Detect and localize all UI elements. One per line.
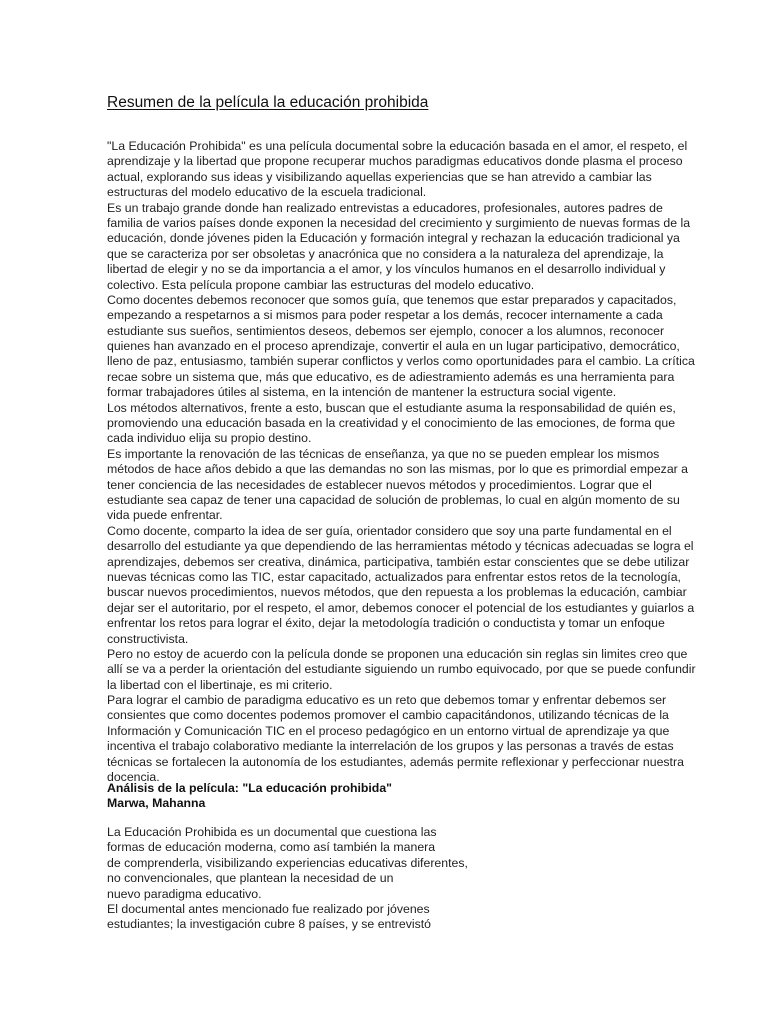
analysis-section (107, 781, 707, 932)
text-line: aprendizaje y la libertad que propone recuperar muchos paradigmas educativos donde plasma el proceso (107, 154, 683, 169)
text-line: Es un trabajo grande donde han realizado entrevistas a educadores, profesionales, autores padres de (107, 200, 663, 215)
text-line: "La Educación Prohibida" es una película documental sobre la educación basada en el amor, el respeto, el (107, 139, 688, 153)
text-line: estructuras del modelo educativo de la escuela tradicional. (107, 185, 427, 200)
text-line: estudiante sus sueños, sentimientos deseos, debemos ser ejemplo, conocer a los alumnos, reconocer (107, 323, 665, 338)
text-line: nuevas técnicas como las TIC, estar capacitado, actualizados para enfrentar estos retos de la tecnología, (107, 569, 681, 584)
text-line: formar trabajadores útiles al sistema, en la intención de mantener la estructura social vigente. (107, 385, 617, 400)
page-title: Resumen de la película la educación prohibida (107, 94, 429, 111)
text-line: vida puede enfrentar. (107, 508, 223, 523)
text-line: docencia. (107, 770, 160, 785)
text-line: técnicas se fortalecen la autonomía de los estudiantes, además permite reflexionar y perfeccionar nuestra (107, 754, 684, 769)
text-line: colectivo. Esta película propone cambiar las estructuras del modelo educativo. (107, 277, 535, 292)
text-line: desarrollo del estudiante ya que dependiendo de las herramientas método y técnicas adecuadas se logra el (107, 539, 694, 554)
text-line: educación, donde jóvenes piden la Educación y formación integral y rechazan la educación tradicional ya (107, 231, 680, 246)
text-line: libertad de elegir y no se da importancia a el amor, y los vínculos humanos en el desarrollo individual y (107, 262, 666, 277)
text-line: tener conciencia de las necesidades de establecer nuevos métodos y procedimientos. Lograr que el (107, 477, 652, 492)
text-line: constructivista. (107, 631, 189, 646)
text-line: incentiva el trabajo colaborativo mediante la interrelación de los grupos y las personas a través de estas (107, 739, 674, 754)
text-line: El documental antes mencionado fue realizado por jóvenes (107, 901, 430, 916)
text-line: estudiante sea capaz de tener una capacidad de solución de problemas, lo cual en algún momento de su (107, 492, 680, 507)
text-line: quienes han avanzado en el proceso aprendizaje, convertir el aula en un lugar participativo, democrático, (107, 339, 680, 354)
text-line: Información y Comunicación TIC en el proceso pedagógico en un entorno virtual de aprendizaje ya que (107, 723, 670, 738)
text-line: Como docente, comparto la idea de ser guía, orientador considero que soy una parte fundamental en el (107, 523, 672, 538)
text-line: enfrentar los retos para lograr el éxito, dejar la metodología tradición o conductista y tomar un enfoque (107, 616, 665, 631)
text-line: no convencionales, que plantean la necesidad de un (107, 871, 394, 886)
text-line: formas de educación moderna, como así también la manera (107, 840, 436, 855)
text-line: de comprenderla, visibilizando experiencias educativas diferentes, (107, 855, 468, 870)
text-line: Como docentes debemos reconocer que somos guía, que tenemos que estar preparados y capacitados, (107, 292, 677, 307)
text-line: Para lograr el cambio de paradigma educativo es un reto que debemos tomar y enfrentar debemos ser (107, 693, 667, 708)
text-line: actual, explorando sus ideas y visibilizando aquellas experiencias que se han atrevido a cambiar las (107, 169, 652, 184)
text-line: recae sobre un sistema que, más que educativo, es de adiestramiento además es una herramienta para (107, 369, 675, 384)
text-line: Es importante la renovación de las técnicas de enseñanza, ya que no se pueden emplear los mismos (107, 446, 660, 461)
text-line: La Educación Prohibida es un documental que cuestiona las (107, 825, 437, 839)
analysis-heading: Análisis de la película: "La educación prohibida" (107, 781, 392, 795)
text-line: empezando a respetarnos a si mismos para poder respetar a los demás, recocer internamente a cada (107, 308, 663, 323)
summary-body (107, 139, 707, 785)
text-line: dejar ser el autoritario, por el respeto, el amor, debemos conocer el potencial de los estudiantes y guiarlos a (107, 600, 695, 615)
text-line: Los métodos alternativos, frente a esto, buscan que el estudiante asuma la responsabilidad de quién es, (107, 400, 676, 415)
text-line: buscar nuevos procedimientos, nuevos métodos, que den repuesta a los problemas la educación, cambiar (107, 585, 687, 600)
text-line: familia de varios países donde exponen la necesidad del crecimiento y surgimiento de nuevas formas de la (107, 215, 691, 230)
text-line: estudiantes; la investigación cubre 8 países, y se entrevistó (107, 917, 432, 932)
text-line: lleno de paz, entusiasmo, también superar conflictos y verlos como oportunidades para el cambio. La crítica (107, 354, 695, 369)
text-line: la libertad con el libertinaje, es mi criterio. (107, 677, 333, 692)
text-line: Pero no estoy de acuerdo con la película donde se proponen una educación sin reglas sin limites creo que (107, 646, 688, 661)
text-line: promoviendo una educación basada en la creatividad y el conocimiento de las emociones, de forma que (107, 416, 676, 431)
text-line: cada individuo elija su propio destino. (107, 431, 312, 446)
text-line: aprendizajes, debemos ser creativa, dinámica, participativa, también estar conscientes que se debe utilizar (107, 554, 690, 569)
text-line: consientes que como docentes podemos promover el cambio capacitándonos, utilizando técnicas de la (107, 708, 669, 723)
analysis-body (107, 825, 468, 933)
analysis-author: Marwa, Mahanna (107, 796, 206, 811)
text-line: nuevo paradigma educativo. (107, 886, 262, 901)
text-line: métodos de hace años debido a que las demandas no son las mismas, por lo que es primordial empezar a (107, 462, 689, 477)
text-line: allí se va a perder la orientación del estudiante siguiendo un rumbo equivocado, por que se puede confundir (107, 662, 696, 677)
text-line: que se caracteriza por ser obsoletas y anacrónica que no considera a la naturaleza del aprendizaje, la (107, 246, 664, 261)
